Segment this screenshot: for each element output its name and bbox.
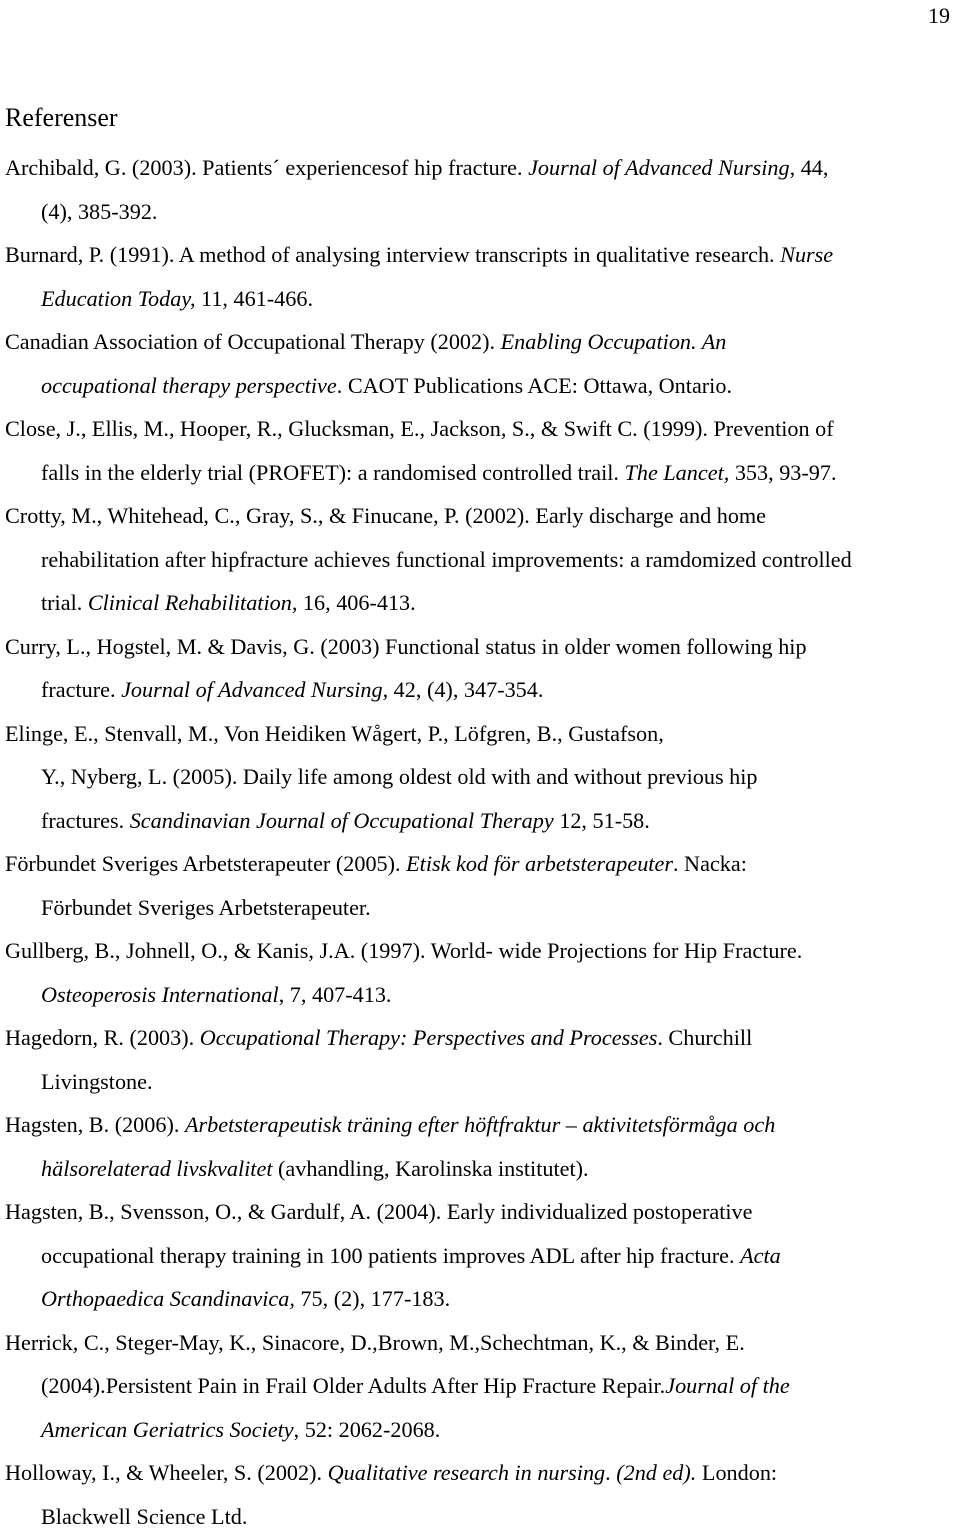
reference-italic-text: Acta bbox=[740, 1243, 781, 1268]
reference-line bbox=[23, 494, 940, 538]
reference-line bbox=[23, 886, 940, 930]
references-heading: Referenser bbox=[5, 101, 118, 135]
reference-entry bbox=[5, 494, 940, 625]
reference-text: 16, 406-413. bbox=[297, 590, 415, 615]
reference-text: falls in the elderly trial (PROFET): a randomised controlled trail. bbox=[41, 460, 625, 485]
reference-line bbox=[23, 1190, 940, 1234]
reference-italic-text: Occupational Therapy: Perspectives and Processes bbox=[200, 1025, 658, 1050]
reference-line bbox=[23, 842, 940, 886]
reference-text: Archibald, G. (2003). Patients´ experiencesof hip fracture. bbox=[5, 155, 528, 180]
reference-italic-text: Etisk kod för arbetsterapeuter bbox=[406, 851, 673, 876]
reference-text: 75, (2), 177-183. bbox=[295, 1286, 450, 1311]
reference-line bbox=[23, 1364, 940, 1408]
reference-text: occupational therapy training in 100 patients improves ADL after hip fracture. bbox=[41, 1243, 740, 1268]
reference-italic-text: Arbetsterapeutisk träning efter höftfraktur – aktivitetsförmåga och bbox=[185, 1112, 775, 1137]
reference-italic-text: Qualitative research in nursing bbox=[328, 1460, 606, 1485]
reference-entry bbox=[5, 1321, 940, 1452]
reference-line bbox=[23, 973, 940, 1017]
reference-text: (2004).Persistent Pain in Frail Older Adults After Hip Fracture Repair. bbox=[41, 1373, 665, 1398]
reference-entry bbox=[5, 712, 940, 843]
reference-text: (avhandling, Karolinska institutet). bbox=[272, 1156, 588, 1181]
reference-line bbox=[23, 1321, 940, 1365]
reference-line bbox=[23, 1147, 940, 1191]
reference-text: (4), 385-392. bbox=[41, 199, 157, 224]
reference-text: 42, (4), 347-354. bbox=[388, 677, 543, 702]
reference-text: , 7, 407-413. bbox=[279, 982, 392, 1007]
reference-text: . Churchill bbox=[657, 1025, 752, 1050]
reference-line bbox=[23, 451, 940, 495]
reference-line bbox=[23, 190, 940, 234]
reference-text: trial. bbox=[41, 590, 88, 615]
reference-entry bbox=[5, 320, 940, 407]
reference-text: 353, 93-97. bbox=[729, 460, 836, 485]
reference-text: Elinge, E., Stenvall, M., Von Heidiken Wågert, P., Löfgren, B., Gustafson, bbox=[5, 721, 664, 746]
reference-italic-text: Clinical Rehabilitation, bbox=[88, 590, 298, 615]
reference-italic-text: (2nd ed). bbox=[616, 1460, 696, 1485]
reference-entry bbox=[5, 842, 940, 929]
reference-line bbox=[23, 929, 940, 973]
reference-italic-text: Nurse bbox=[780, 242, 833, 267]
reference-line bbox=[23, 1451, 940, 1495]
reference-text: Curry, L., Hogstel, M. & Davis, G. (2003) Functional status in older women following hip bbox=[5, 634, 807, 659]
reference-italic-text: Enabling Occupation. An bbox=[501, 329, 727, 354]
reference-text: Livingstone. bbox=[41, 1069, 153, 1094]
reference-text: Gullberg, B., Johnell, O., & Kanis, J.A. (1997). World- wide Projections for Hip Fracture. bbox=[5, 938, 802, 963]
reference-entry bbox=[5, 1451, 940, 1538]
reference-italic-text: Journal of Advanced Nursing, bbox=[121, 677, 388, 702]
reference-text: Crotty, M., Whitehead, C., Gray, S., & Finucane, P. (2002). Early discharge and home bbox=[5, 503, 766, 528]
reference-line bbox=[23, 581, 940, 625]
reference-italic-text: The Lancet, bbox=[625, 460, 730, 485]
reference-text: Herrick, C., Steger-May, K., Sinacore, D.,Brown, M.,Schechtman, K., & Binder, E. bbox=[5, 1330, 745, 1355]
reference-line bbox=[23, 1495, 940, 1538]
reference-text: fractures. bbox=[41, 808, 130, 833]
reference-text: Förbundet Sveriges Arbetsterapeuter (2005). bbox=[5, 851, 406, 876]
reference-line bbox=[23, 233, 940, 277]
reference-entry bbox=[5, 625, 940, 712]
reference-entry bbox=[5, 1190, 940, 1321]
reference-line bbox=[23, 625, 940, 669]
reference-entry bbox=[5, 1016, 940, 1103]
reference-text: . CAOT Publications ACE: Ottawa, Ontario. bbox=[337, 373, 732, 398]
reference-text: Holloway, I., & Wheeler, S. (2002). bbox=[5, 1460, 328, 1485]
reference-line bbox=[23, 755, 940, 799]
reference-text: , 52: 2062-2068. bbox=[294, 1417, 441, 1442]
reference-entry bbox=[5, 407, 940, 494]
reference-italic-text: Journal of the bbox=[665, 1373, 789, 1398]
reference-line bbox=[23, 1277, 940, 1321]
reference-text: London: bbox=[696, 1460, 777, 1485]
reference-text: 11, 461-466. bbox=[196, 286, 314, 311]
reference-line bbox=[23, 712, 940, 756]
reference-line bbox=[23, 1408, 940, 1452]
reference-line bbox=[23, 668, 940, 712]
reference-line bbox=[23, 1016, 940, 1060]
reference-line bbox=[23, 364, 940, 408]
reference-text: 44, bbox=[795, 155, 828, 180]
reference-text: Förbundet Sveriges Arbetsterapeuter. bbox=[41, 895, 371, 920]
reference-line bbox=[23, 407, 940, 451]
reference-text: . Nacka: bbox=[673, 851, 747, 876]
reference-text: fracture. bbox=[41, 677, 121, 702]
reference-text: rehabilitation after hipfracture achieves functional improvements: a ramdomized controlled bbox=[41, 547, 852, 572]
reference-text: Hagsten, B. (2006). bbox=[5, 1112, 185, 1137]
reference-italic-text: Scandinavian Journal of Occupational Therapy bbox=[130, 808, 554, 833]
reference-italic-text: American Geriatrics Society bbox=[41, 1417, 294, 1442]
reference-line bbox=[23, 1060, 940, 1104]
reference-line bbox=[23, 1103, 940, 1147]
reference-line bbox=[23, 799, 940, 843]
reference-italic-text: Osteoperosis International bbox=[41, 982, 279, 1007]
reference-line bbox=[23, 1234, 940, 1278]
reference-list bbox=[5, 146, 940, 1538]
reference-italic-text: hälsorelaterad livskvalitet bbox=[41, 1156, 272, 1181]
reference-entry bbox=[5, 1103, 940, 1190]
reference-entry bbox=[5, 233, 940, 320]
reference-text: . bbox=[605, 1460, 616, 1485]
reference-text: Hagsten, B., Svensson, O., & Gardulf, A. (2004). Early individualized postoperative bbox=[5, 1199, 752, 1224]
reference-italic-text: Orthopaedica Scandinavica, bbox=[41, 1286, 295, 1311]
reference-text: Close, J., Ellis, M., Hooper, R., Glucksman, E., Jackson, S., & Swift C. (1999). Prevention of bbox=[5, 416, 834, 441]
reference-italic-text: occupational therapy perspective bbox=[41, 373, 337, 398]
reference-line bbox=[23, 146, 940, 190]
reference-text: Canadian Association of Occupational Therapy (2002). bbox=[5, 329, 501, 354]
reference-line bbox=[23, 277, 940, 321]
page-number: 19 bbox=[928, 2, 950, 30]
reference-text: Blackwell Science Ltd. bbox=[41, 1504, 247, 1529]
reference-line bbox=[23, 320, 940, 364]
reference-text: Hagedorn, R. (2003). bbox=[5, 1025, 200, 1050]
reference-text: Y., Nyberg, L. (2005). Daily life among oldest old with and without previous hip bbox=[41, 764, 758, 789]
reference-entry bbox=[5, 929, 940, 1016]
reference-text: Burnard, P. (1991). A method of analysing interview transcripts in qualitative research. bbox=[5, 242, 780, 267]
reference-italic-text: Education Today, bbox=[41, 286, 196, 311]
reference-entry bbox=[5, 146, 940, 233]
reference-line bbox=[23, 538, 940, 582]
reference-text: 12, 51-58. bbox=[554, 808, 650, 833]
reference-italic-text: Journal of Advanced Nursing, bbox=[528, 155, 795, 180]
